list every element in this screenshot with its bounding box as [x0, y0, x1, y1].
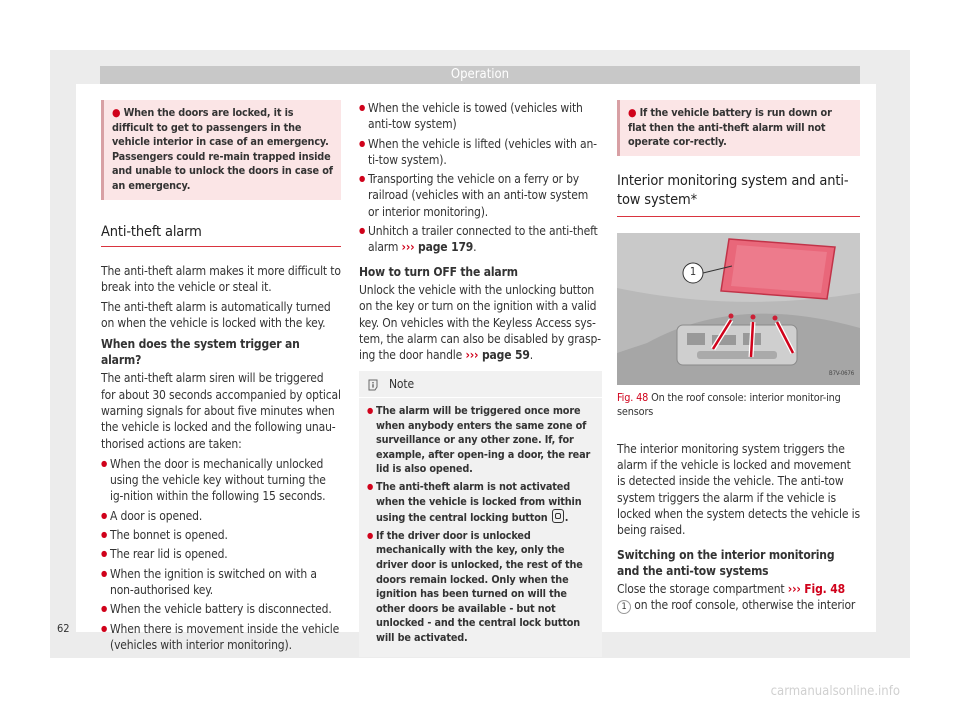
list-item: ● A door is opened. [101, 508, 341, 524]
list-item: ● When the door is mechanically unlocked using the vehicle key without turning the ig-nition within the following 15 seconds. [101, 456, 341, 505]
paragraph: The anti-theft alarm is automatically turned on when the vehicle is locked with the key. [101, 300, 331, 331]
subheading: When does the system trigger an alarm? [101, 336, 300, 368]
note-item: ● The anti-theft alarm is not activated when the vehicle is locked from within using the central locking button . [367, 480, 594, 526]
subheading: Switching on the interior monitoring and the anti-tow systems [617, 547, 835, 578]
list-item: ● Unhitch a trailer connected to the anti-theft alarm ››› page 179. [359, 223, 602, 256]
list-item: ● The rear lid is opened. [101, 546, 341, 562]
note-box [359, 371, 602, 656]
callout-number: 1 [689, 264, 697, 278]
caption-fig-label: Fig. 48 [617, 390, 649, 404]
page-link[interactable]: ››› page 179 [401, 240, 474, 255]
figure-link[interactable]: ››› Fig. 48 [787, 582, 845, 597]
list-item: ● When the vehicle is lifted (vehicles with an-ti-tow system). [359, 136, 602, 169]
trailer-text: Unhitch a trailer connected to the anti-theft alarm [368, 224, 598, 255]
info-icon [367, 379, 379, 391]
callout-ref: 1 [617, 600, 631, 614]
warning-box: ● If the vehicle battery is run down or flat then the anti-theft alarm will not operate cor-rectly. [617, 100, 860, 156]
note-item: ● The alarm will be triggered once more when anybody enters the same zone of surveillance or any other zone. If, for example, after open-ing a door, the rear lid is also opened. [367, 404, 594, 477]
paragraph: The interior monitoring system triggers the alarm if the vehicle is locked and movement is detected inside the vehicle. The anti-tow system triggers the alarm if the vehicle is locked when the system detects the vehicle is being raised. [617, 441, 860, 538]
warning-box: ● When the doors are locked, it is difficult to get to passengers in the vehicle interior in case of an emergency. Passengers could re-main trapped inside and unable to unlock the doors in case of an emergency. [101, 100, 341, 200]
list-item: ● When there is movement inside the vehicle (vehicles with interior monitoring). [101, 621, 341, 654]
roof-console-illustration [617, 233, 860, 385]
list-item: ● When the vehicle battery is disconnected. [101, 601, 341, 617]
list-item: ● When the ignition is switched on with a non-authorised key. [101, 566, 341, 599]
list-item: ● The bonnet is opened. [101, 527, 341, 543]
section-title-interior-monitoring: Interior monitoring system and anti-tow system* [617, 170, 860, 217]
page-number: 62 [57, 622, 70, 635]
lock-icon [552, 509, 564, 523]
list-item: ● Transporting the vehicle on a ferry or by railroad (vehicles with an anti-tow system or interior monitoring). [359, 171, 602, 220]
paragraph: Close the storage compartment ››› Fig. 48 1 on the roof console, otherwise the interior [617, 582, 856, 613]
note-header [359, 377, 602, 398]
page-header: Operation [100, 66, 860, 84]
column-3 [617, 100, 860, 618]
note-title: Note [389, 377, 414, 392]
figure-roof-console [617, 233, 860, 385]
paragraph: The anti-theft alarm makes it more difficult to break into the vehicle or steal it. [101, 263, 341, 294]
paragraph: The anti-theft alarm siren will be triggered for about 30 seconds accompanied by optical warning signals for about five minutes when the vehicle is locked and the following unau-thorised actions are taken: [101, 371, 341, 451]
warning-text: If the vehicle battery is run down or flat then the anti-theft alarm will not operate cor-rectly. [628, 106, 832, 149]
figure-code: B7V-0676 [829, 370, 854, 378]
paragraph: Unlock the vehicle with the unlocking button on the key or turn on the ignition with a valid key. On vehicles with the Keyless Access sys-tem, the alarm can also be disabled by grasp-ing the door handle ››› page 59. [359, 282, 601, 363]
section-title-anti-theft: Anti-theft alarm [101, 214, 341, 247]
column-1 [101, 100, 341, 656]
page-link[interactable]: ››› page 59 [465, 348, 530, 363]
note-item: ● If the driver door is unlocked mechanically with the key, only the driver door is unlocked, the rest of the doors remain locked. Only when the ignition has been turned on will the other doors be available - but not unlocked - and the central lock button will be activated. [367, 529, 594, 646]
watermark: carmanualsonline.info [770, 684, 900, 699]
list-item: ● When the vehicle is towed (vehicles with anti-tow system) [359, 100, 602, 133]
caption-text: On the roof console: interior monitor-ing sensors [617, 390, 841, 418]
warning-text: When the doors are locked, it is difficult to get to passengers in the vehicle interior in case of an emergency. Passengers could re-main trapped inside and unable to unlock the doors in case of an emergency. [112, 106, 333, 192]
figure-caption [617, 391, 860, 419]
column-2 [359, 100, 602, 657]
subheading: How to turn OFF the alarm [359, 264, 518, 279]
